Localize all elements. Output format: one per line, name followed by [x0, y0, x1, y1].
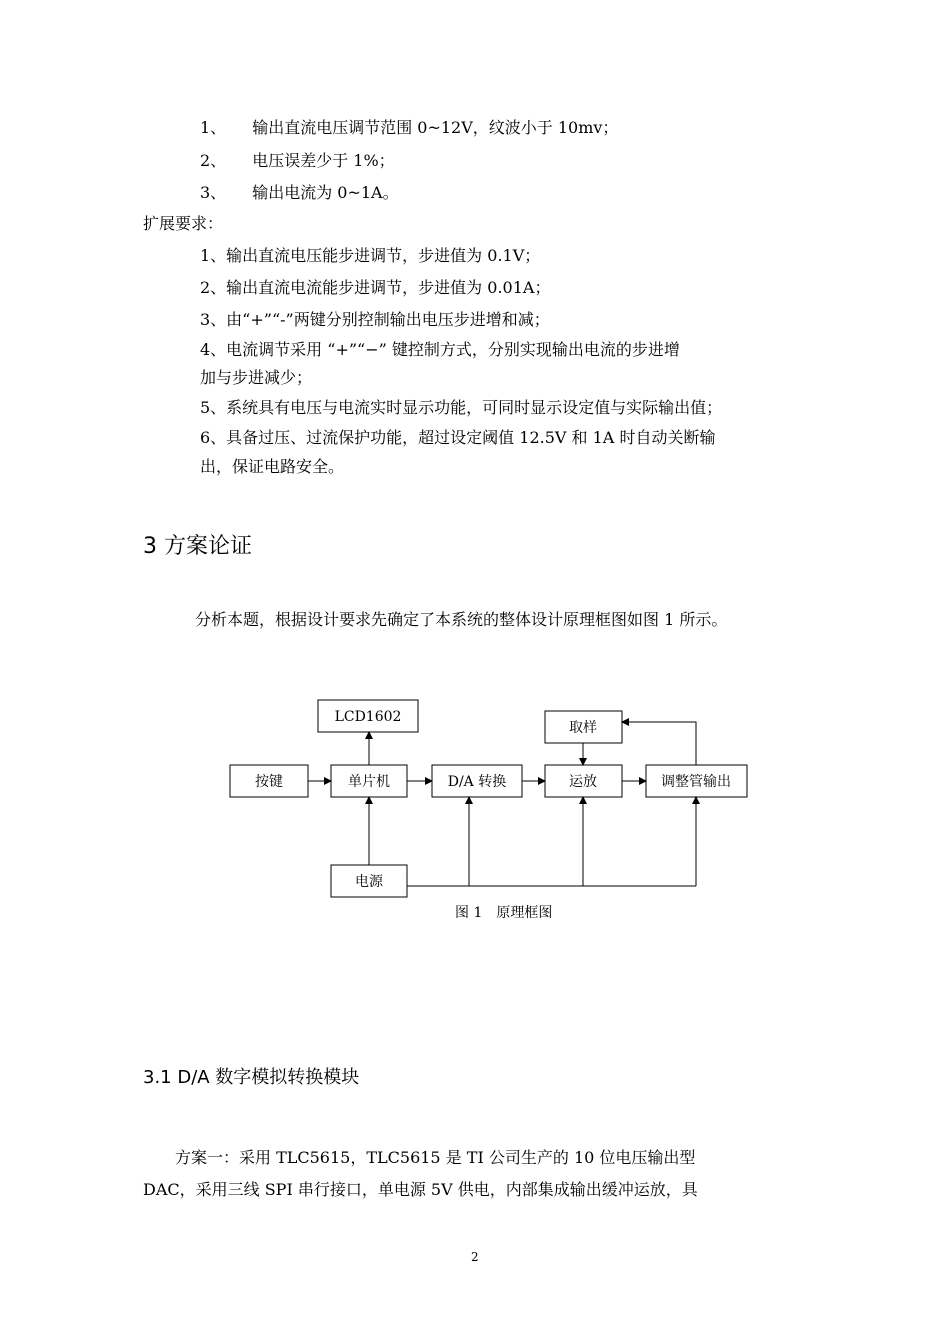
basic-item-2-text: 电压误差少于 1%；	[252, 151, 395, 170]
label-amp: 运放	[569, 774, 597, 790]
page-number: 2	[471, 1250, 479, 1264]
block-diagram	[0, 680, 950, 940]
arrow-output-sample	[622, 722, 696, 765]
basic-item-3	[200, 183, 399, 203]
section-3-1-title: 3.1 D/A 数字模拟转换模块	[143, 1067, 360, 1088]
ext-item-2: 2、输出直流电流能步进调节，步进值为 0.01A；	[200, 278, 551, 297]
basic-item-2	[200, 151, 395, 171]
ext-heading: 扩展要求：	[143, 214, 224, 233]
basic-item-1	[200, 118, 618, 138]
ext-item-6a: 6、具备过压、过流保护功能，超过设定阈值 12.5V 和 1A 时自动关断输	[200, 428, 716, 447]
ext-item-4b: 加与步进减少；	[200, 368, 313, 387]
ext-item-6b: 出，保证电路安全。	[200, 457, 345, 476]
section-3-title: 3 方案论证	[143, 534, 252, 559]
basic-item-2-num: 2、	[200, 151, 227, 170]
scheme-1-line-2: DAC，采用三线 SPI 串行接口，单电源 5V 供电，内部集成输出缓冲运放，具	[143, 1180, 698, 1199]
label-da: D/A 转换	[447, 774, 507, 790]
label-keys: 按键	[255, 774, 283, 790]
label-mcu: 单片机	[348, 774, 390, 790]
basic-item-3-num: 3、	[200, 183, 227, 202]
ext-item-5: 5、系统具有电压与电流实时显示功能，可同时显示设定值与实际输出值；	[200, 398, 723, 417]
ext-item-1: 1、输出直流电压能步进调节，步进值为 0.1V；	[200, 246, 541, 265]
section-3-intro: 分析本题，根据设计要求先确定了本系统的整体设计原理框图如图 1 所示。	[195, 610, 728, 629]
basic-item-3-text: 输出电流为 0~1A。	[252, 183, 399, 202]
basic-item-1-num: 1、	[200, 118, 227, 137]
ext-item-3: 3、由“+”“-”两键分别控制输出电压步进增和减；	[200, 310, 550, 329]
basic-item-1-text: 输出直流电压调节范围 0~12V，纹波小于 10mv；	[252, 118, 619, 137]
scheme-1-line-1: 方案一：采用 TLC5615，TLC5615 是 TI 公司生产的 10 位电压输出型	[175, 1148, 696, 1167]
figure-caption: 图 1 原理框图	[455, 905, 553, 921]
ext-item-4a: 4、电流调节采用 “+”“−” 键控制方式，分别实现输出电流的步进增	[200, 340, 680, 359]
label-lcd: LCD1602	[334, 709, 402, 725]
label-power: 电源	[355, 874, 383, 890]
label-sample: 取样	[569, 720, 597, 736]
label-output: 调整管输出	[661, 774, 731, 790]
